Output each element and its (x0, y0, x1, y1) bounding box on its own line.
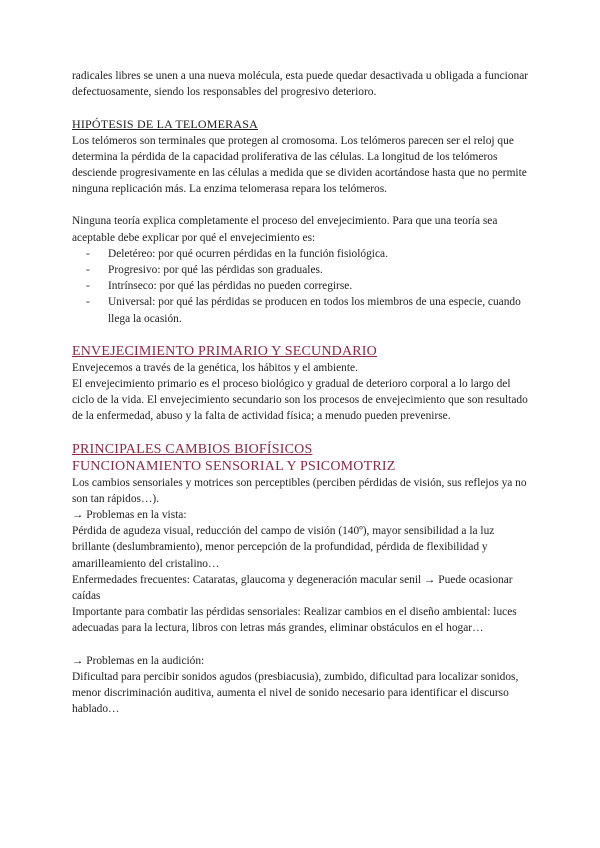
list-item: - Deletéreo: por qué ocurren pérdidas en la función fisiológica. (72, 246, 532, 262)
telomerasa-heading: HIPÓTESIS DE LA TELOMERASA (72, 117, 258, 132)
cambios-heading: PRINCIPALES CAMBIOS BIOFÍSICOS (72, 441, 313, 457)
enfermedades-paragraph: Enfermedades frecuentes: Cataratas, glaucoma y degeneración macular senil → Puede ocasionar caídas (72, 573, 513, 603)
teoria-list (72, 246, 532, 327)
vista-title: → Problemas en la vista: (72, 509, 187, 522)
audicion-paragraph: Dificultad para percibir sonidos agudos (presbiacusia), zumbido, dificultad para localizar sonidos, menor discriminación auditiva, aumenta el nivel de sonido necesario para identificar el discurso hablado… (72, 670, 519, 716)
document-page (72, 68, 532, 718)
sensorial-heading: FUNCIONAMIENTO SENSORIAL Y PSICOMOTRIZ (72, 458, 396, 474)
list-item: - Progresivo: por qué las pérdidas son graduales. (72, 262, 532, 278)
vista-paragraph: Pérdida de agudeza visual, reducción del campo de visión (140º), mayor sensibilidad a la luz brillante (deslumbramiento), menor percepción de la profundidad, pérdida de flexibilidad y amarilleamiento del cristalino… (72, 525, 495, 570)
envejecimiento-heading: ENVEJECIMIENTO PRIMARIO Y SECUNDARIO (72, 343, 377, 359)
audicion-title: → Problemas en la audición: (72, 654, 205, 667)
importante-paragraph: Importante para combatir las pérdidas sensoriales: Realizar cambios en el diseño ambiental: luces adecuadas para la lectura, libros con letras más grandes, eliminar obstáculos en el hogar… (72, 606, 517, 635)
teoria-paragraph: Ninguna teoría explica completamente el proceso del envejecimiento. Para que una teoría sea aceptable debe explicar por qué el envejecimiento es: (72, 215, 498, 244)
envejecimiento-line1: Envejecemos a través de la genética, los hábitos y el ambiente. (72, 361, 358, 374)
list-item: - Universal: por qué las pérdidas se producen en todos los miembros de una especie, cuando llega la ocasión. (72, 294, 532, 326)
cambios-paragraph: Los cambios sensoriales y motrices son perceptibles (perciben pérdidas de visión, sus reflejos ya no son tan rápidos…). (72, 476, 527, 505)
intro-paragraph: radicales libres se unen a una nueva molécula, esta puede quedar desactivada u obligada a funcionar defectuosamente, siendo los responsables del progresivo deterioro. (72, 70, 529, 99)
envejecimiento-line2: El envejecimiento primario es el proceso biológico y gradual de deterioro corporal a lo largo del ciclo de la vida. El envejecimiento secundario son los procesos de envejecimiento que son resultado de la enfermedad, abuso y la falta de actividad física; a menudo pueden prevenirse. (72, 378, 528, 423)
list-item: - Intrínseco: por qué las pérdidas no pueden corregirse. (72, 278, 532, 294)
telomerasa-paragraph: Los telómeros son terminales que protegen al cromosoma. Los telómeros parecen ser el reloj que determina la pérdida de la capacidad proliferativa de las células. La longitud de los telómeros desciende progresivamente en las células a medida que se dividen acortándose hasta que no permite ninguna replicación más. La enzima telomerasa repara los telómeros. (72, 134, 527, 196)
